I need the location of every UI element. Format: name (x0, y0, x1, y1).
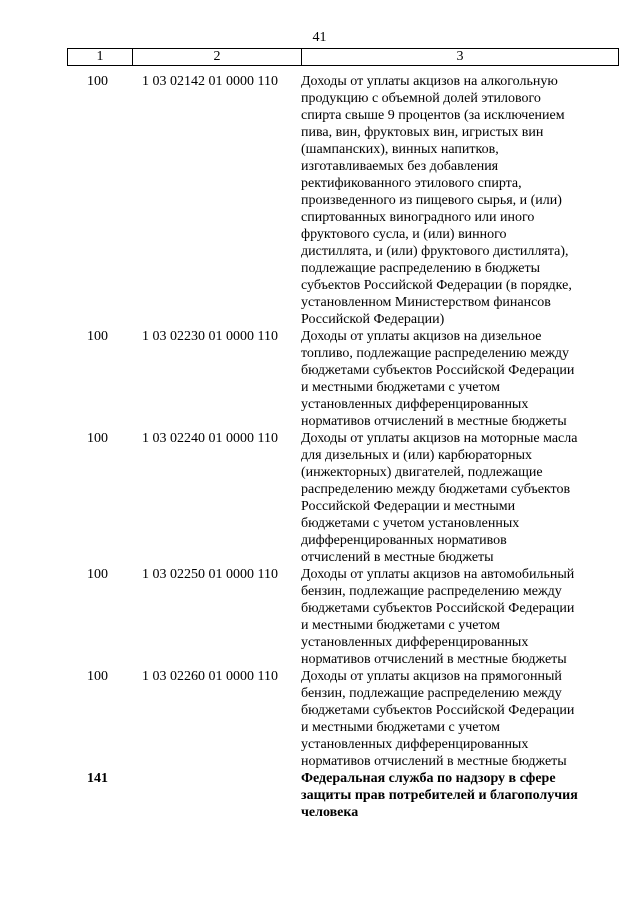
description-line: человека (301, 805, 359, 820)
revenue-code-cell: 1 03 02240 01 0000 110 (142, 431, 278, 446)
description-line: подлежащие распределению в бюджеты (301, 261, 541, 276)
description-line: Федеральная служба по надзору в сфере (301, 771, 556, 786)
revenue-code-cell: 1 03 02250 01 0000 110 (142, 567, 278, 582)
revenue-code-cell: 1 03 02260 01 0000 110 (142, 669, 278, 684)
description-cell (301, 430, 607, 566)
description-line: бюджетами субъектов Российской Федерации (301, 363, 575, 378)
description-line: изготавливаемых без добавления (301, 159, 499, 174)
description-line: Доходы от уплаты акцизов на прямогонный (301, 669, 562, 684)
admin-code-cell: 141 (87, 771, 108, 786)
column-header-row (68, 49, 619, 66)
column-header-2: 2 (133, 49, 302, 66)
description-line: нормативов отчислений в местные бюджеты (301, 754, 567, 769)
description-line: Доходы от уплаты акцизов на моторные масла (301, 431, 578, 446)
description-cell (301, 566, 607, 668)
description-line: Доходы от уплаты акцизов на алкогольную (301, 74, 558, 89)
table-row (0, 770, 639, 821)
description-line: установленных дифференцированных (301, 635, 529, 650)
description-line: ректификованного этилового спирта, (301, 176, 522, 191)
description-line: установленном Министерством финансов (301, 295, 551, 310)
description-line: бюджетами субъектов Российской Федерации (301, 703, 575, 718)
page-number: 41 (312, 30, 327, 45)
description-line: спиртованных виноградного или иного (301, 210, 535, 225)
description-cell (301, 668, 607, 770)
description-line: отчислений в местные бюджеты (301, 550, 494, 565)
description-line: распределению между бюджетами субъектов (301, 482, 571, 497)
description-line: топливо, подлежащие распределению между (301, 346, 570, 361)
description-cell (301, 770, 607, 821)
revenue-code-cell: 1 03 02142 01 0000 110 (142, 74, 278, 89)
description-line: для дизельных и (или) карбюраторных (301, 448, 533, 463)
description-line: фруктового сусла, и (или) винного (301, 227, 507, 242)
description-line: нормативов отчислений в местные бюджеты (301, 414, 567, 429)
description-line: и местными бюджетами с учетом (301, 380, 501, 395)
admin-code-cell: 100 (87, 567, 108, 582)
column-header-table (67, 48, 619, 66)
description-line: бюджетами субъектов Российской Федерации (301, 601, 575, 616)
table-row (0, 668, 639, 770)
table-row (0, 73, 639, 328)
table-row (0, 328, 639, 430)
admin-code-cell: 100 (87, 431, 108, 446)
description-line: и местными бюджетами с учетом (301, 720, 501, 735)
description-line: (шампанских), винных напитков, (301, 142, 499, 157)
table-row (0, 566, 639, 668)
description-line: спирта свыше 9 процентов (за исключением (301, 108, 565, 123)
admin-code-cell: 100 (87, 669, 108, 684)
description-line: Российской Федерации и местными (301, 499, 516, 514)
description-line: бюджетами с учетом установленных (301, 516, 520, 531)
description-line: бензин, подлежащие распределению между (301, 584, 562, 599)
description-line: дистиллята, и (или) фруктового дистиллята), (301, 244, 569, 259)
description-line: Доходы от уплаты акцизов на автомобильный (301, 567, 575, 582)
description-line: субъектов Российской Федерации (в порядке, (301, 278, 572, 293)
description-line: Российской Федерации) (301, 312, 445, 327)
description-line: нормативов отчислений в местные бюджеты (301, 652, 567, 667)
description-line: бензин, подлежащие распределению между (301, 686, 562, 701)
table-row (0, 430, 639, 566)
description-line: и местными бюджетами с учетом (301, 618, 501, 633)
revenue-code-cell: 1 03 02230 01 0000 110 (142, 329, 278, 344)
description-line: защиты прав потребителей и благополучия (301, 788, 578, 803)
description-cell (301, 73, 607, 328)
column-header-3: 3 (302, 49, 619, 66)
description-line: пива, вин, фруктовых вин, игристых вин (301, 125, 544, 140)
table-body (0, 73, 639, 821)
admin-code-cell: 100 (87, 329, 108, 344)
column-header-1: 1 (68, 49, 133, 66)
description-line: произведенного из пищевого сырья, и (или) (301, 193, 562, 208)
description-line: (инжекторных) двигателей, подлежащие (301, 465, 543, 480)
description-line: продукцию с объемной долей этилового (301, 91, 541, 106)
description-line: Доходы от уплаты акцизов на дизельное (301, 329, 542, 344)
description-line: установленных дифференцированных (301, 737, 529, 752)
description-line: дифференцированных нормативов (301, 533, 507, 548)
description-cell (301, 328, 607, 430)
description-line: установленных дифференцированных (301, 397, 529, 412)
admin-code-cell: 100 (87, 74, 108, 89)
